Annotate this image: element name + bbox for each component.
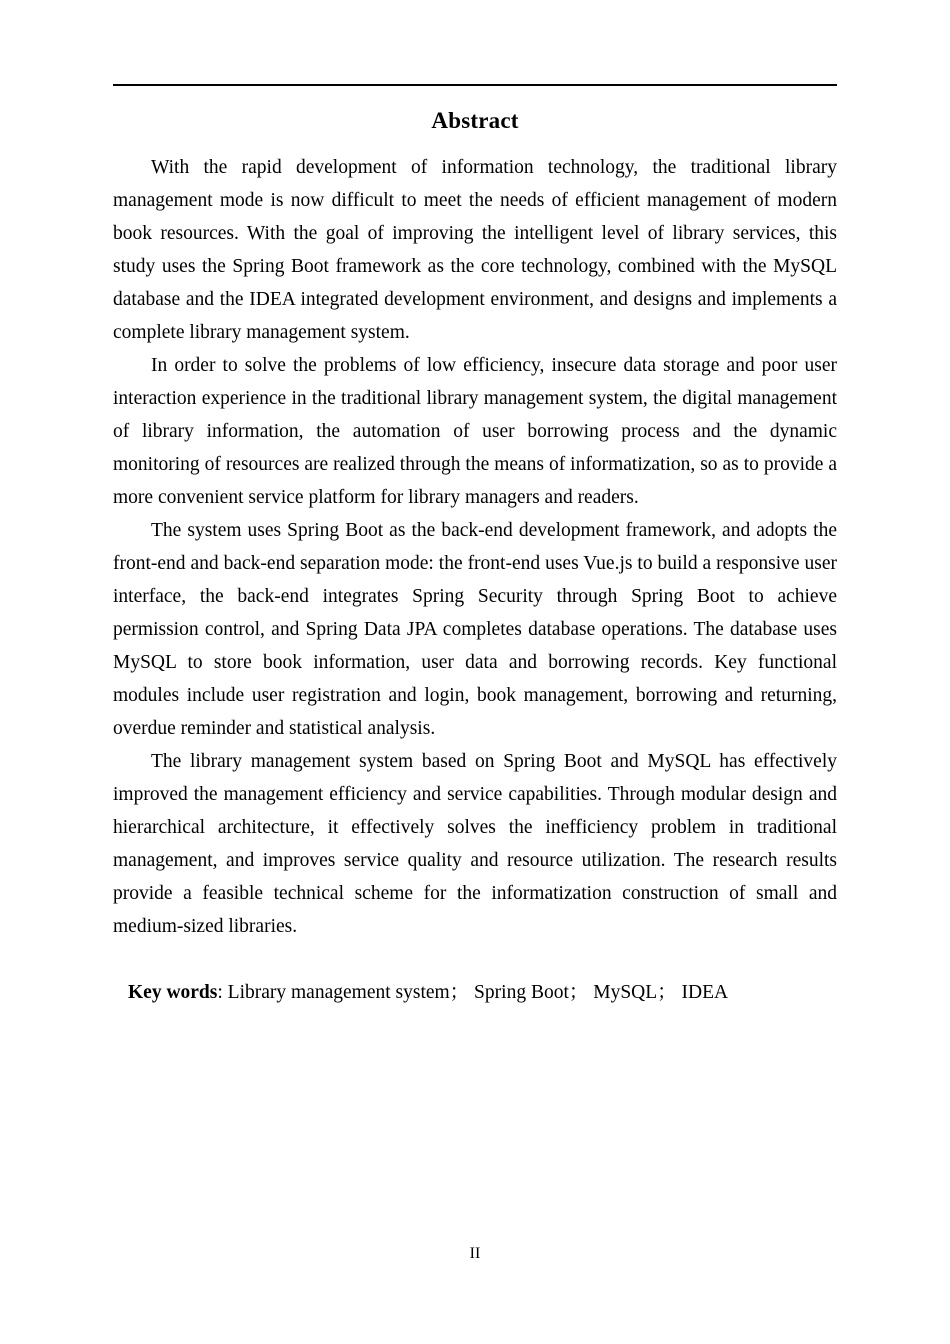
abstract-paragraph-3: The system uses Spring Boot as the back-end development framework, and adopts the front-end and back-end separation mode: the front-end uses Vue.js to build a responsive user interface, the back-end integrates Spring Security through Spring Boot to achieve permission control, and Spring Data JPA completes database operations. The database uses MySQL to store book information, user data and borrowing records. Key functional modules include user registration and login, book management, borrowing and returning, overdue reminder and statistical analysis. [113,520,837,739]
keywords-label: Key words [128,982,218,1003]
keywords-line [113,976,837,1009]
keywords-colon: : [217,982,228,1003]
page-content [113,104,837,1009]
abstract-paragraph-2: In order to solve the problems of low efficiency, insecure data storage and poor user interaction experience in the traditional library management system, the digital management of library information, the automation of user borrowing process and the dynamic monitoring of resources are realized through the means of informatization, so as to provide a more convenient service platform for library managers and readers. [113,355,837,508]
page-title: Abstract [431,108,519,133]
page-number-footer: II [469,1245,481,1262]
header-divider [113,84,837,86]
abstract-paragraph-4: The library management system based on Spring Boot and MySQL has effectively improved the management efficiency and service capabilities. Through modular design and hierarchical architecture, it effectively solves the inefficiency problem in traditional management, and improves service quality and resource utilization. The research results provide a feasible technical scheme for the informatization construction of small and medium-sized libraries. [113,751,837,937]
keywords-value: Library management system； Spring Boot； MySQL； IDEA [227,982,729,1003]
abstract-paragraph-1: With the rapid development of information technology, the traditional library management mode is now difficult to meet the needs of efficient management of modern book resources. With the goal of improving the intelligent level of library services, this study uses the Spring Boot framework as the core technology, combined with the MySQL database and the IDEA integrated development environment, and designs and implements a complete library management system. [113,157,837,343]
